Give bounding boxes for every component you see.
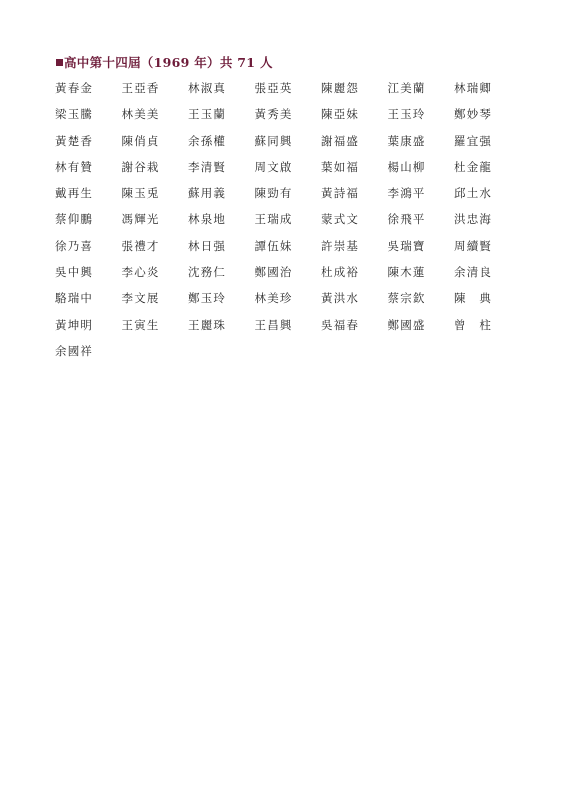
student-name: 張禮才: [121, 238, 160, 253]
student-name: 陳 典: [454, 291, 493, 306]
student-name: 林美珍: [254, 291, 293, 306]
student-name: 余國祥: [55, 343, 94, 358]
student-name: 蔡仰鵬: [55, 212, 94, 227]
student-name: 黃楚香: [55, 133, 94, 148]
student-name: 楊山柳: [387, 159, 426, 174]
student-name: 陳勁有: [254, 186, 293, 201]
student-name: 羅宜强: [454, 133, 493, 148]
student-name: 邱土水: [454, 186, 493, 201]
student-name: 黃坤明: [55, 317, 94, 332]
student-name: 曾 柱: [454, 317, 493, 332]
student-name: 蘇用義: [188, 186, 227, 201]
student-name: 蒙式文: [321, 212, 360, 227]
student-name: 葉康盛: [387, 133, 426, 148]
student-name: 杜金龍: [454, 159, 493, 174]
student-name: 鄭國盛: [387, 317, 426, 332]
student-name: 陳亞妹: [321, 107, 360, 122]
student-name: 李鴻平: [387, 186, 426, 201]
student-name: 林泉地: [188, 212, 227, 227]
student-name: 余孫權: [188, 133, 227, 148]
student-name: 陳木蓮: [387, 265, 426, 280]
student-name: 洪忠海: [454, 212, 493, 227]
student-name: 謝谷栽: [121, 159, 160, 174]
student-name: 黃秀美: [254, 107, 293, 122]
student-name: 李清賢: [188, 159, 227, 174]
student-name: 林日强: [188, 238, 227, 253]
student-name: 吳福春: [321, 317, 360, 332]
section-heading: [56, 53, 273, 71]
student-name: 王玉蘭: [188, 107, 227, 122]
student-name: 陳俏貞: [121, 133, 160, 148]
student-name: 馮輝光: [121, 212, 160, 227]
student-name: 許崇基: [321, 238, 360, 253]
student-name: 杜成裕: [321, 265, 360, 280]
student-name: 陳麗怨: [321, 81, 360, 95]
student-name: 戴再生: [55, 186, 94, 201]
student-name: 陳玉兎: [121, 186, 160, 201]
name-list: [55, 78, 521, 367]
student-name: 徐飛平: [387, 212, 426, 227]
student-name: 謝福盛: [321, 133, 360, 148]
student-name: 梁玉騰: [55, 107, 94, 122]
student-name: 周續賢: [454, 238, 493, 253]
student-name: 王玉玲: [387, 107, 426, 122]
student-name: 駱瑞中: [55, 291, 94, 306]
student-name: 張亞英: [254, 81, 293, 95]
student-name: 王寅生: [121, 317, 160, 332]
student-name: 王瑞成: [254, 212, 293, 227]
student-name: 鄭國治: [254, 265, 293, 280]
student-name: 王麗珠: [188, 317, 227, 332]
square-bullet-icon: [56, 59, 63, 66]
student-name: 鄭妙琴: [454, 107, 493, 122]
student-name: 葉如福: [321, 159, 360, 174]
student-name: 李心炎: [121, 265, 160, 280]
student-name: 林美美: [121, 107, 160, 122]
student-name: 黃詩福: [321, 186, 360, 201]
student-name: 鄭玉玲: [188, 291, 227, 306]
student-name: 王亞香: [121, 81, 160, 95]
student-name: 蘇同興: [254, 133, 293, 148]
student-name: 周文啟: [254, 159, 293, 174]
student-name: 李文展: [121, 291, 160, 306]
student-name: 徐乃喜: [55, 238, 94, 253]
student-name: 吳瑞寶: [387, 238, 426, 253]
student-name: 蔡宗欽: [387, 291, 426, 306]
student-name: 林瑞卿: [454, 81, 493, 95]
section-title: 高中第十四屆（1969 年）共 71 人: [64, 55, 273, 70]
student-name: 譚伍妹: [254, 238, 293, 253]
student-name: 王昌興: [254, 317, 293, 332]
student-name: 黃春金: [55, 81, 94, 95]
student-name: 吳中興: [55, 265, 94, 280]
student-name: 黃洪水: [321, 291, 360, 306]
student-name: 林有贊: [55, 159, 94, 174]
student-name: 江美蘭: [387, 81, 426, 95]
student-name: 余清良: [454, 265, 493, 280]
student-name: 沈務仁: [188, 265, 227, 280]
student-name: 林淑真: [188, 81, 227, 95]
